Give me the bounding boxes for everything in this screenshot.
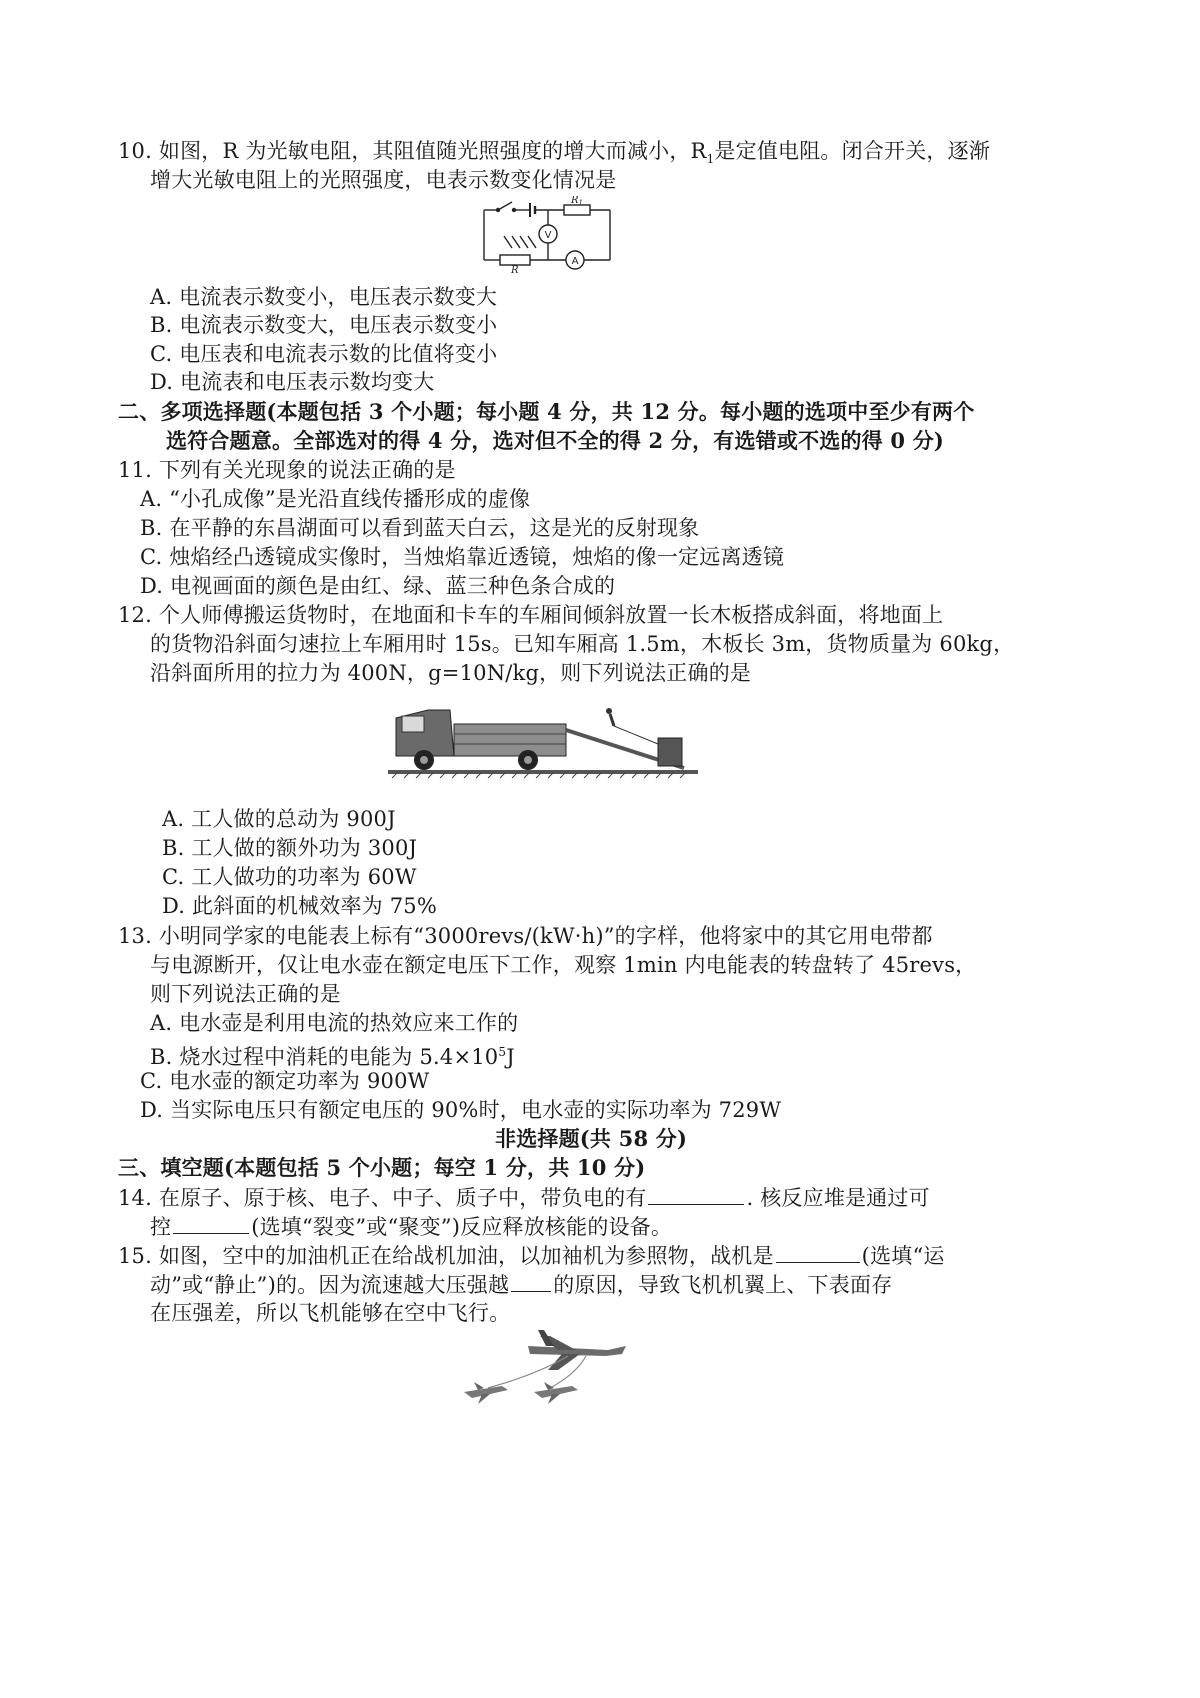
q10-option-c: C. 电压表和电流表示数的比值将变小 — [150, 342, 498, 366]
q12-option-c: C. 工人做功的功率为 60W — [162, 865, 417, 889]
section2-heading-line2: 选符合题意。全部选对的得 4 分，选对但不全的得 2 分，有选错或不选的得 0 分) — [166, 428, 945, 453]
q14-blank-1[interactable] — [648, 1182, 744, 1205]
q10-option-a: A. 电流表示数变小，电压表示数变大 — [150, 285, 498, 309]
ammeter-label: A — [571, 256, 579, 267]
q12-option-a: A. 工人做的总动为 900J — [162, 807, 396, 831]
q10-stem-line2: 增大光敏电阻上的光照强度，电表示数变化情况是 — [150, 168, 617, 192]
q13-option-b: B. 烧水过程中消耗的电能为 $5.4\times 10^5J$ — [150, 1045, 515, 1069]
q11-option-a: A. “小孔成像”是光沿直线传播形成的虚像 — [140, 487, 531, 511]
q15-line2: 动”或“静止”)的。因为流速越大压强越 的原因，导致飞机机翼上、下表面存 — [150, 1269, 892, 1300]
q10-stem-line1: 10. 如图，R 为光敏电阻，其阻值随光照强度的增大而减小，$R_1$是定值电阻。闭合开关，逐渐 — [118, 139, 991, 167]
q12-stem-line3: 沿斜面所用的拉力为 400N，g=10N/kg，则下列说法正确的是 — [150, 661, 752, 685]
r1-label-text: $R_1$ — [571, 196, 583, 207]
section3-heading: 三、填空题(本题包括 5 个小题；每空 1 分，共 10 分) — [118, 1155, 646, 1180]
r-label-text: R — [511, 265, 519, 274]
q13-stem-line1: 13. 小明同学家的电能表上标有“3000revs/(kW·h)”的字样，他将家中的其它用电带都 — [118, 924, 933, 948]
q12-option-d: D. 此斜面的机械效率为 75% — [162, 894, 437, 918]
q11-option-c: C. 烛焰经凸透镜成实像时，当烛焰靠近透镜，烛焰的像一定远离透镜 — [140, 545, 785, 569]
nonchoice-section-title: 非选择题(共 58 分) — [495, 1126, 688, 1151]
q11-option-b: B. 在平静的东昌湖面可以看到蓝天白云，这是光的反射现象 — [140, 516, 700, 540]
q10-option-b: B. 电流表示数变大，电压表示数变小 — [150, 313, 498, 337]
q12-option-b: B. 工人做的额外功为 300J — [162, 836, 418, 860]
q13-option-c: C. 电水壶的额定功率为 900W — [140, 1069, 430, 1093]
q15-blank-1[interactable] — [776, 1240, 860, 1263]
q13-option-d: D. 当实际电压只有额定电压的 90%时，电水壶的实际功率为 729W — [140, 1098, 782, 1122]
q13-stem-line2: 与电源断开，仅让电水壶在额定电压下工作，观察 1min 内电能表的转盘转了 45revs， — [150, 953, 977, 977]
voltmeter-label: V — [544, 230, 552, 241]
q15-line1: 15. 如图，空中的加油机正在给战机加油，以加袖机为参照物，战机是 (选填“运 — [118, 1240, 945, 1271]
section2-heading-line1: 二、多项选择题(本题包括 3 个小题；每小题 4 分，共 12 分。每小题的选项中至少有两个 — [118, 399, 975, 424]
aerial-refueling-figure — [458, 1326, 648, 1410]
q12-stem-line1: 12. 个人师傅搬运货物时，在地面和卡车的车厢间倾斜放置一长木板搭成斜面，将地面上 — [118, 603, 944, 627]
q15-blank-2[interactable] — [511, 1269, 551, 1292]
q11-option-d: D. 电视画面的颜色是由红、绿、蓝三种色条合成的 — [140, 574, 616, 598]
q14-line2: 控 (选填“裂变”或“聚变”)反应释放核能的设备。 — [150, 1211, 672, 1242]
q13-stem-line3: 则下列说法正确的是 — [150, 982, 341, 1006]
q11-stem: 11. 下列有关光现象的说法正确的是 — [118, 458, 456, 482]
q10-option-d: D. 电流表和电压表示数均变大 — [150, 370, 435, 394]
truck-ramp-figure — [388, 700, 698, 782]
q13-option-a: A. 电水壶是利用电流的热效应来工作的 — [150, 1011, 519, 1035]
q15-line3: 在压强差，所以飞机能够在空中飞行。 — [150, 1301, 511, 1325]
q14-blank-2[interactable] — [173, 1211, 249, 1234]
q10-circuit-diagram — [478, 196, 618, 274]
q12-stem-line2: 的货物沿斜面匀速拉上车厢用时 15s。已知车厢高 1.5m，木板长 3m，货物质量为 60kg， — [150, 632, 1015, 656]
q14-line1: 14. 在原子、原于核、电子、中子、质子中，带负电的有 . 核反应堆是通过可 — [118, 1182, 930, 1213]
